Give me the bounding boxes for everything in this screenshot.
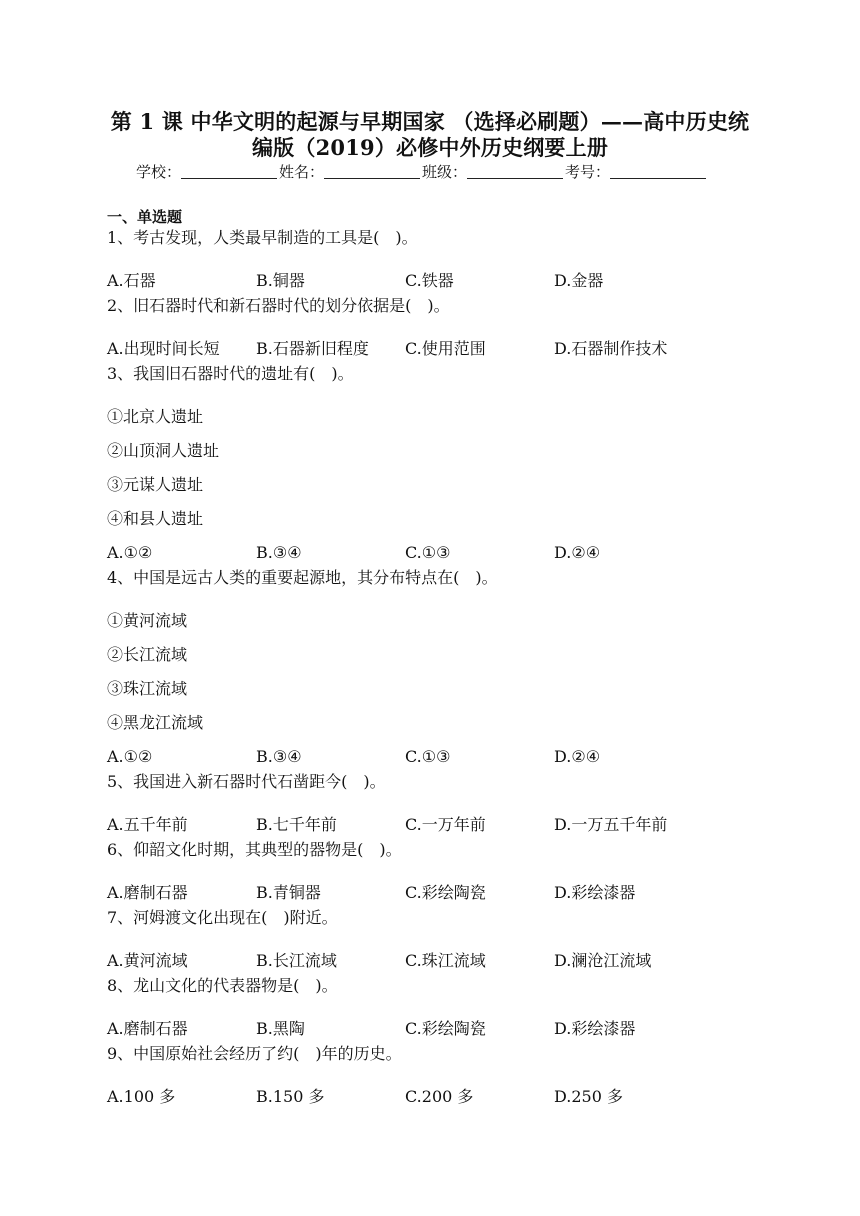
question-9-options — [107, 1080, 787, 1114]
question-3-subitem: ④和县人遗址 — [107, 509, 204, 528]
document-title-line-1: 第 1 课 中华文明的起源与早期国家 （选择必刷题）——高中历史统 — [110, 109, 750, 134]
name-blank — [324, 164, 420, 179]
answer-option: D.石器制作技术 — [554, 339, 668, 358]
exam-number-label: 考号： — [565, 163, 611, 181]
question-1-text: 1、考古发现，人类最早制造的工具是( )。 — [107, 228, 418, 247]
answer-option: C.200 多 — [405, 1087, 474, 1106]
question-list — [107, 230, 787, 1114]
question-9-text: 9、中国原始社会经历了约( )年的历史。 — [107, 1044, 402, 1063]
question-6-options — [107, 876, 787, 910]
exam-number-blank — [610, 164, 706, 179]
answer-option: D.②④ — [554, 747, 601, 766]
student-info-line — [136, 161, 736, 182]
question-3-options — [107, 536, 787, 570]
answer-option: D.②④ — [554, 543, 601, 562]
answer-option: C.铁器 — [405, 271, 454, 290]
class-label: 班级： — [422, 163, 468, 181]
answer-option: D.彩绘漆器 — [554, 883, 636, 902]
answer-option: A.石器 — [107, 271, 156, 290]
question-3-subitem: ②山顶洞人遗址 — [107, 441, 220, 460]
name-label: 姓名： — [279, 163, 325, 181]
question-6-text: 6、仰韶文化时期，其典型的器物是( )。 — [107, 840, 402, 859]
answer-option: B.七千年前 — [256, 815, 337, 834]
question-4-subitem: ②长江流域 — [107, 645, 188, 664]
answer-option: C.彩绘陶瓷 — [405, 1019, 486, 1038]
answer-option: B.铜器 — [256, 271, 305, 290]
answer-option: B.③④ — [256, 747, 302, 766]
question-4-subitem: ①黄河流域 — [107, 611, 188, 630]
question-5-text: 5、我国进入新石器时代石凿距今( )。 — [107, 772, 386, 791]
answer-option: B.青铜器 — [256, 883, 321, 902]
section-title: 一、单选题 — [107, 208, 183, 226]
school-blank — [181, 164, 277, 179]
answer-option: D.彩绘漆器 — [554, 1019, 636, 1038]
question-1-options — [107, 264, 787, 298]
answer-option: A.磨制石器 — [107, 883, 188, 902]
question-4-options — [107, 740, 787, 774]
question-3-text: 3、我国旧石器时代的遗址有( )。 — [107, 364, 354, 383]
answer-option: B.石器新旧程度 — [256, 339, 369, 358]
answer-option: C.使用范围 — [405, 339, 486, 358]
school-label: 学校： — [136, 163, 182, 181]
answer-option: A.五千年前 — [107, 815, 188, 834]
question-3-subitem: ③元谋人遗址 — [107, 475, 204, 494]
question-8-text: 8、龙山文化的代表器物是( )。 — [107, 976, 338, 995]
question-4-text: 4、中国是远古人类的重要起源地，其分布特点在( )。 — [107, 568, 498, 587]
class-blank — [467, 164, 563, 179]
answer-option: A.出现时间长短 — [107, 339, 220, 358]
answer-option: C.彩绘陶瓷 — [405, 883, 486, 902]
question-5-options — [107, 808, 787, 842]
answer-option: C.①③ — [405, 747, 451, 766]
answer-option: C.珠江流域 — [405, 951, 486, 970]
answer-option: C.一万年前 — [405, 815, 486, 834]
question-2-text: 2、旧石器时代和新石器时代的划分依据是( )。 — [107, 296, 450, 315]
answer-option: B.黑陶 — [256, 1019, 305, 1038]
answer-option: B.③④ — [256, 543, 302, 562]
answer-option: D.250 多 — [554, 1087, 623, 1106]
answer-option: D.一万五千年前 — [554, 815, 668, 834]
question-7-options — [107, 944, 787, 978]
question-2-options — [107, 332, 787, 366]
question-4-subitem: ④黑龙江流域 — [107, 713, 204, 732]
answer-option: C.①③ — [405, 543, 451, 562]
document-title-line-2: 编版（2019）必修中外历史纲要上册 — [251, 135, 609, 160]
question-4-subitem: ③珠江流域 — [107, 679, 188, 698]
question-8-options — [107, 1012, 787, 1046]
answer-option: A.①② — [107, 543, 153, 562]
question-7-text: 7、河姆渡文化出现在( )附近。 — [107, 908, 338, 927]
answer-option: D.澜沧江流域 — [554, 951, 652, 970]
answer-option: A.黄河流域 — [107, 951, 188, 970]
answer-option: A.磨制石器 — [107, 1019, 188, 1038]
answer-option: B.长江流域 — [256, 951, 337, 970]
answer-option: A.①② — [107, 747, 153, 766]
answer-option: B.150 多 — [256, 1087, 325, 1106]
answer-option: A.100 多 — [107, 1087, 176, 1106]
question-3-subitem: ①北京人遗址 — [107, 407, 204, 426]
answer-option: D.金器 — [554, 271, 604, 290]
